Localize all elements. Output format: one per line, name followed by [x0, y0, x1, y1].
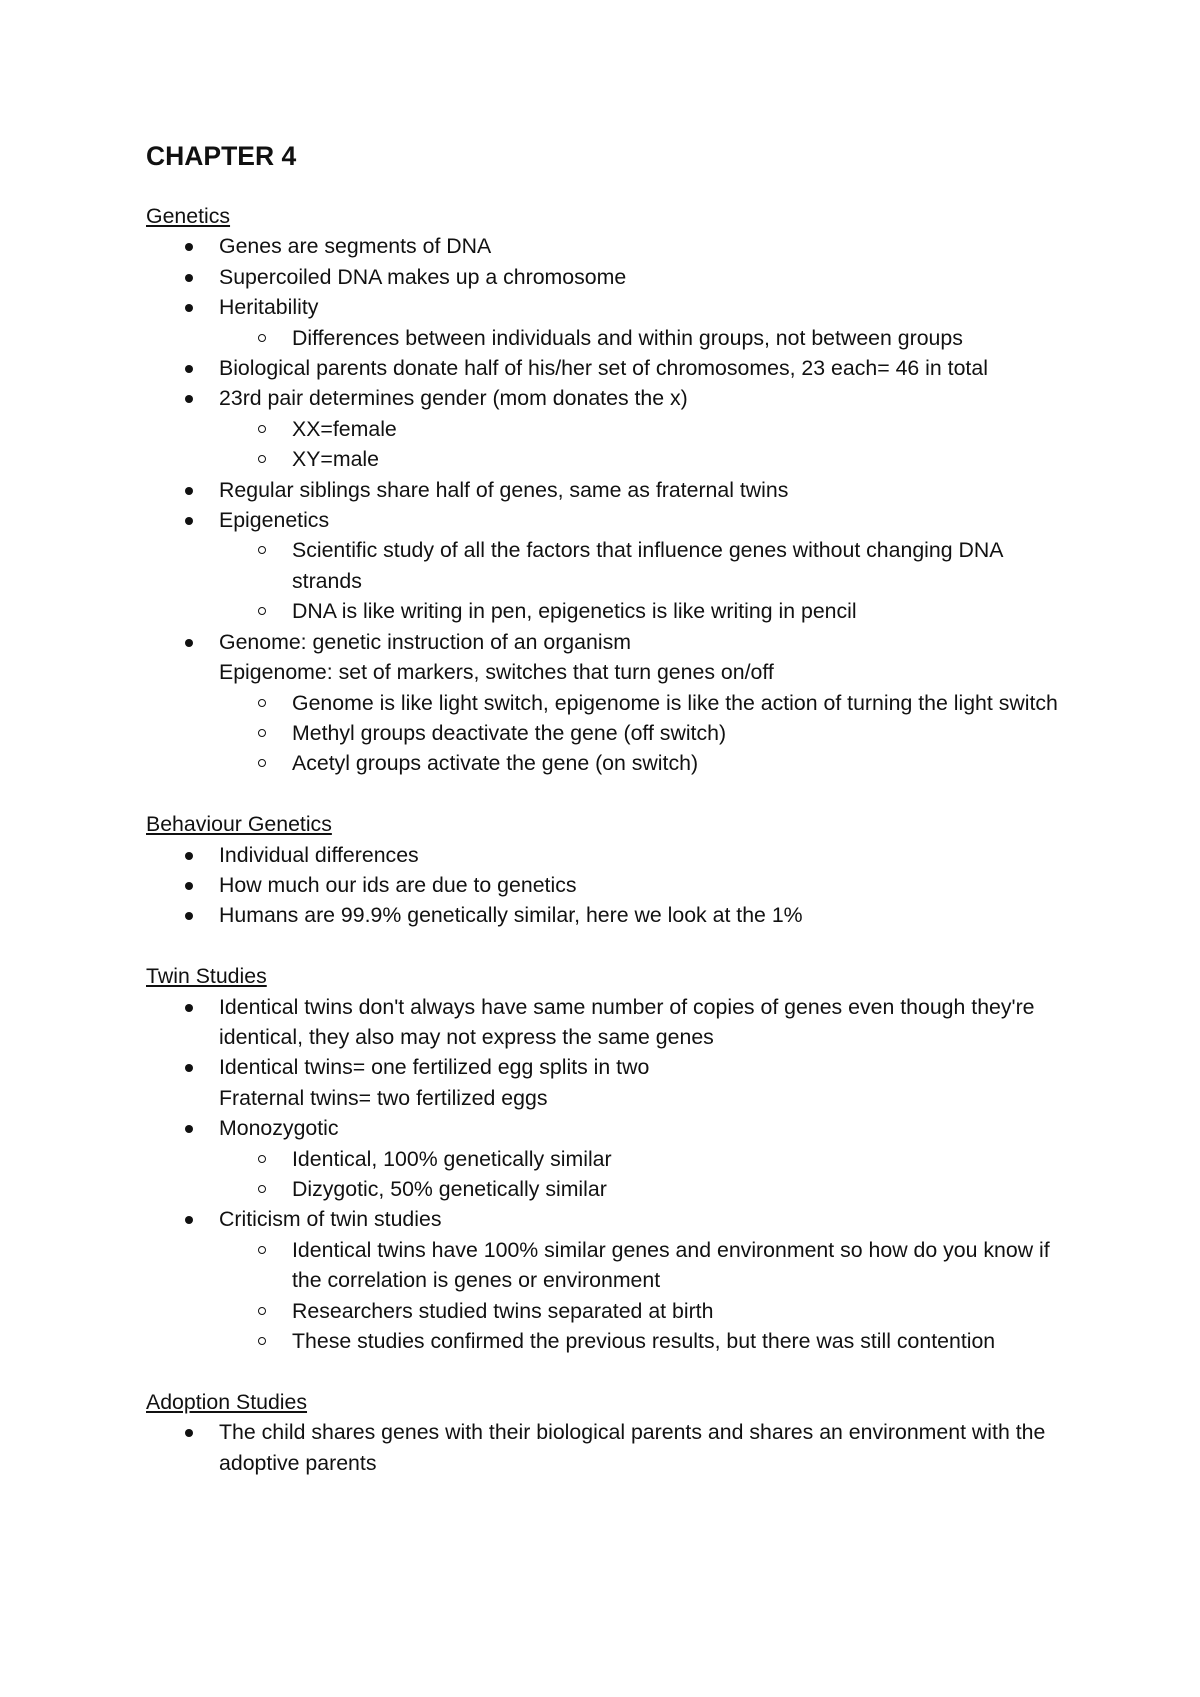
list-item-continuation: Fraternal twins= two fertilized eggs: [219, 1085, 548, 1110]
sub-list-item: [146, 1144, 1066, 1174]
list-item: [146, 627, 1066, 657]
list-item-text: These studies confirmed the previous results, but there was still contention: [292, 1329, 996, 1353]
sub-list-item: [146, 596, 1066, 626]
list-item-text: Epigenetics: [219, 508, 330, 533]
sub-list-item: [146, 1326, 1066, 1356]
sections-container: [146, 201, 1066, 1478]
list-item-text: Methyl groups deactivate the gene (off switch): [292, 720, 727, 745]
section-heading: Twin Studies: [146, 964, 267, 989]
list-item-text: Biological parents donate half of his/her set of chromosomes, 23 each= 46 in total: [219, 356, 988, 381]
list-item-text: Differences between individuals and within groups, not between groups: [292, 325, 963, 350]
list-item: [146, 262, 1066, 292]
section-heading: Adoption Studies: [146, 1389, 308, 1414]
list-item: [146, 900, 1066, 930]
list-item-text: How much our ids are due to genetics: [219, 872, 577, 897]
list-item: [146, 1204, 1066, 1234]
sub-list-item: [146, 444, 1066, 474]
list-item-text: Identical twins don't always have same number of copies of genes even though they're identical, they also may not express the same genes: [219, 994, 1035, 1049]
section-twin-studies: [146, 961, 1066, 1356]
list-item: [146, 840, 1066, 870]
sub-list-item: [146, 323, 1066, 353]
list-item: [146, 292, 1066, 322]
list-item-text: Regular siblings share half of genes, same as fraternal twins: [219, 477, 789, 502]
bullet-list: [146, 992, 1066, 1357]
section-heading: Genetics: [146, 204, 231, 228]
list-item-text: Humans are 99.9% genetically similar, here we look at the 1%: [219, 903, 803, 928]
list-item-text: Genome: genetic instruction of an organism: [219, 629, 631, 654]
list-item: [146, 475, 1066, 505]
list-item-text: Criticism of twin studies: [219, 1207, 442, 1232]
sub-list-item: [146, 1235, 1066, 1296]
list-item: [146, 353, 1066, 383]
list-item-text: Genome is like light switch, epigenome is like the action of turning the light switch: [292, 690, 1058, 715]
list-item-text: DNA is like writing in pen, epigenetics is like writing in pencil: [292, 599, 857, 624]
list-item: [146, 1417, 1066, 1478]
bullet-list: [146, 231, 1066, 778]
sub-list-item: [146, 748, 1066, 778]
sub-list-item: [146, 688, 1066, 718]
document-content: [146, 140, 1066, 1508]
list-item-text: Identical twins have 100% similar genes and environment so how do you know if the correlation is genes or environment: [292, 1237, 1050, 1293]
list-item-text: Individual differences: [219, 842, 419, 867]
list-item-text: Identical twins= one fertilized egg splits in two: [219, 1055, 650, 1080]
list-item-text: Supercoiled DNA makes up a chromosome: [219, 264, 627, 289]
list-item-continuation: Epigenome: set of markers, switches that turn genes on/off: [219, 660, 774, 685]
chapter-title: CHAPTER 4: [146, 141, 297, 171]
list-item-text: Acetyl groups activate the gene (on switch): [292, 751, 699, 776]
list-item: [146, 870, 1066, 900]
list-item-text: Heritability: [219, 295, 319, 320]
list-item-text: Monozygotic: [219, 1116, 339, 1141]
list-item-text: 23rd pair determines gender (mom donates the x): [219, 386, 688, 411]
list-item: [146, 1113, 1066, 1143]
sub-list-item: [146, 1296, 1066, 1326]
sub-list-item: [146, 535, 1066, 596]
list-item-text: The child shares genes with their biological parents and shares an environment with the adoptive parents: [219, 1420, 1046, 1475]
sub-list-item: [146, 718, 1066, 748]
list-item-text: Researchers studied twins separated at birth: [292, 1298, 714, 1323]
list-item: [146, 505, 1066, 535]
section-adoption-studies: [146, 1387, 1066, 1478]
list-item-text: Genes are segments of DNA: [219, 234, 492, 259]
list-item-text: XX=female: [292, 416, 397, 441]
list-item: [146, 1052, 1066, 1082]
sub-list-item: [146, 1174, 1066, 1204]
section-heading: Behaviour Genetics: [146, 812, 332, 837]
list-item: [146, 992, 1066, 1053]
sub-list-item: [146, 414, 1066, 444]
list-item: [146, 383, 1066, 413]
list-item-text: Dizygotic, 50% genetically similar: [292, 1176, 607, 1201]
section-genetics: [146, 201, 1066, 779]
bullet-list: [146, 840, 1066, 931]
list-item-text: Scientific study of all the factors that influence genes without changing DNA strands: [292, 538, 1003, 593]
section-behaviour-genetics: [146, 809, 1066, 931]
list-item: [146, 231, 1066, 261]
list-item-text: Identical, 100% genetically similar: [292, 1146, 612, 1171]
list-item-text: XY=male: [292, 447, 380, 472]
bullet-list: [146, 1417, 1066, 1478]
